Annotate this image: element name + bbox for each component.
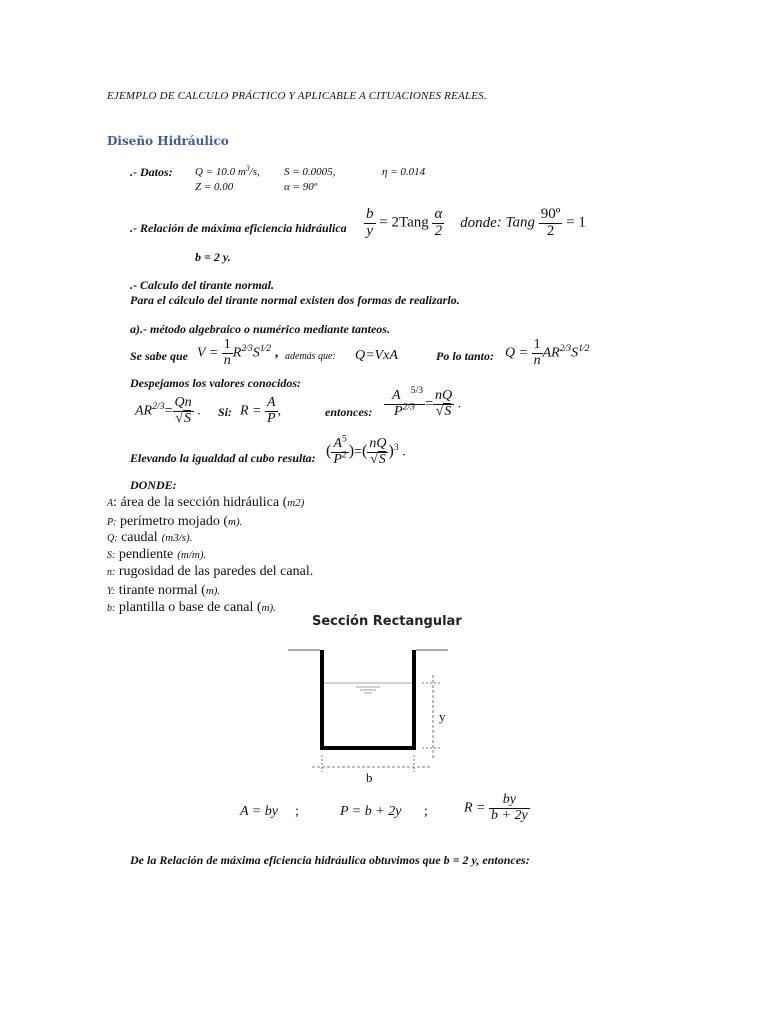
sqrt: √S <box>175 410 191 426</box>
exponent: 5 <box>341 433 347 445</box>
po-lo-tanto-label: Po lo tanto: <box>436 349 495 363</box>
exponent-half: 1⁄2 <box>259 342 272 354</box>
r-lhs: R = <box>464 800 486 816</box>
fraction-numerator: Qn <box>174 395 192 410</box>
entonces-label: entonces: <box>325 405 373 419</box>
s-symbol: S <box>252 345 260 361</box>
fraction-denominator: 2 <box>432 223 444 240</box>
fraction-denominator: b + 2y <box>491 807 528 823</box>
metodo-label: a).- método algebraico o numérico mediante tanteos. <box>130 322 390 336</box>
donde-tang: : Tang <box>496 214 535 231</box>
hydraulic-radius-formula <box>464 793 530 823</box>
si-label: Si: <box>218 405 233 419</box>
fraction-denominator <box>384 401 425 420</box>
one-over-n-fraction <box>222 338 233 368</box>
equals-sign: = <box>425 396 433 412</box>
fraction-numerator: nQ <box>435 388 453 403</box>
definition-item <box>107 547 206 563</box>
example-title: EJEMPLO DE CALCULO PRÁCTICO Y APLICABLE A CITUACIONES REALES. <box>107 90 487 102</box>
datos-s: S = 0.0005, <box>284 166 336 178</box>
a-over-p23-fraction <box>384 385 425 419</box>
equals-sign: = <box>354 444 363 460</box>
fraction-denominator <box>331 449 348 468</box>
definition-unit: m2) <box>287 497 305 509</box>
relacion-equation <box>364 207 586 240</box>
manning-equation <box>197 338 278 368</box>
datos-q-unit: /s, <box>249 166 260 178</box>
by-over-b-plus-2y-fraction <box>489 793 530 823</box>
relacion-label: .- Relación de máxima eficiencia hidráulica <box>130 221 347 235</box>
definitions-title: DONDE: <box>130 478 177 492</box>
definition-unit: m). <box>228 516 243 528</box>
donde-text: donde <box>460 214 497 231</box>
definition-symbol: P: <box>107 517 117 528</box>
r-lhs: R = <box>240 403 262 419</box>
p-symbol: P <box>394 403 403 419</box>
definition-unit: m). <box>205 585 221 597</box>
equals-sign: = <box>164 403 173 419</box>
definition-unit: (m/m). <box>177 549 207 561</box>
ar-symbol: AR <box>135 403 153 419</box>
definition-item <box>107 530 192 546</box>
exponent: 5/3 <box>410 385 424 397</box>
v-lhs: V = <box>197 345 219 361</box>
perimeter-formula: P = b + 2y <box>340 804 402 819</box>
fraction-numerator: α <box>434 206 443 222</box>
fraction-denominator: 2 <box>539 223 563 240</box>
definition-text: : área de la sección hidráulica ( <box>113 495 288 510</box>
ademas-label: además que: <box>285 351 336 362</box>
fraction-denominator: y <box>364 223 376 240</box>
nq-over-sqrt-s-fraction <box>433 389 454 419</box>
fraction-denominator <box>433 404 454 420</box>
datos-q-exponent: 3 <box>245 163 250 173</box>
datos-alpha: α = 90º <box>284 181 318 193</box>
b-over-y-fraction <box>364 207 376 240</box>
exponent-half: 1⁄2 <box>578 342 590 354</box>
definition-item <box>107 600 276 616</box>
fraction-numerator: A <box>333 436 342 451</box>
equation-middle: = 2Tang <box>379 214 429 231</box>
fraction-numerator: 1 <box>223 337 231 352</box>
nq-over-sqrt-s-fraction <box>367 437 388 467</box>
fraction-denominator: P <box>267 410 276 426</box>
exponent: 2 <box>341 449 347 461</box>
sqrt-argument: S <box>444 403 452 419</box>
datos-label: .- Datos: <box>130 165 173 179</box>
ar-equation: $AR^{2/3}=$ $\frac{Qn}{√S}$ . <box>135 395 201 426</box>
equation-end: = 1 <box>566 214 586 231</box>
exponent-two-thirds: 2⁄3 <box>559 342 572 354</box>
cubed-equation: ( $\frac{A^5}{P^2}$ )=( $\frac{nQ}{√S}$ )$^3$ . <box>326 433 406 467</box>
definition-symbol: b: <box>107 603 116 614</box>
definition-text: rugosidad de las paredes del canal. <box>115 564 314 579</box>
alpha-over-two-fraction <box>432 207 444 240</box>
formula-separator: ; <box>295 804 299 819</box>
se-sabe-label: Se sabe que <box>130 349 188 363</box>
fraction-numerator: A <box>392 388 401 403</box>
fraction-numerator: A <box>267 395 276 410</box>
fraction-numerator: 1 <box>533 337 541 352</box>
a-over-p-fraction <box>265 396 278 426</box>
definition-symbol: S: <box>107 550 116 561</box>
definition-item <box>107 564 317 580</box>
one-over-n-fraction <box>532 338 543 368</box>
q-equals-vxa: Q=VxA <box>355 348 398 363</box>
despejamos-label: Despejamos los valores conocidos: <box>130 376 301 390</box>
datos-q-value: Q = 10.0 m <box>195 166 246 178</box>
definition-item <box>107 583 220 599</box>
definition-unit: m). <box>261 602 276 614</box>
area-formula: A = by <box>240 804 278 819</box>
definition-unit: (m3/s). <box>161 532 193 544</box>
fraction-denominator <box>367 452 388 468</box>
q-manning-equation <box>505 338 590 368</box>
fraction-numerator: 90º <box>540 206 561 222</box>
ninety-over-two-fraction <box>539 207 563 240</box>
fraction-numerator: nQ <box>369 436 387 451</box>
fraction-numerator: b <box>366 206 374 222</box>
a53-equation: $\frac{A ^{5/3}}{P^{2/3}}$ = $\frac{nQ}{√S}$ . <box>384 389 461 419</box>
definition-text: tirante normal ( <box>115 583 206 598</box>
diagram-title: Sección Rectangular <box>312 614 462 629</box>
definition-text: caudal <box>117 530 158 545</box>
qn-over-sqrt-s-fraction <box>173 396 194 426</box>
calculo-title: .- Calculo del tirante normal. <box>130 278 275 292</box>
definition-text: plantilla o base de canal ( <box>115 600 262 615</box>
definition-symbol: A <box>107 498 114 509</box>
definition-text: perímetro mojado ( <box>116 514 229 529</box>
sqrt: √S <box>370 451 386 467</box>
sqrt: √S <box>435 403 452 419</box>
exponent: 2/3 <box>152 400 165 412</box>
fraction-denominator: n <box>533 352 541 368</box>
exponent-two-thirds: 2⁄3 <box>241 342 253 354</box>
datos-eta: η = 0.014 <box>382 166 426 178</box>
r-symbol: R <box>232 345 242 361</box>
q-lhs: Q = <box>505 345 529 361</box>
fraction-numerator: by <box>502 792 516 807</box>
exponent: 2/3 <box>402 401 416 413</box>
sqrt-argument: S <box>378 451 386 467</box>
sqrt-argument: S <box>183 410 191 426</box>
r-equation: R = $\frac{A}{P}$ , <box>240 395 282 426</box>
definition-text: pendiente <box>115 547 174 562</box>
definition-symbol: n: <box>107 567 116 578</box>
fraction-denominator: n <box>223 352 231 368</box>
diagram-label-b: b <box>366 770 373 785</box>
formula-separator: ; <box>424 804 428 819</box>
datos-q <box>195 163 260 178</box>
rectangular-channel-diagram <box>280 640 450 790</box>
p-symbol: P <box>333 451 342 467</box>
relacion-result: b = 2 y. <box>195 250 231 264</box>
calculo-subtitle: Para el cálculo del tirante normal existen dos formas de realizarlo. <box>130 293 460 307</box>
channel-walls <box>322 650 414 748</box>
definition-symbol: Y: <box>107 586 116 597</box>
exponent: 3 <box>393 441 399 453</box>
fraction-denominator <box>173 411 194 427</box>
a5-over-p2-fraction <box>331 433 348 467</box>
conclusion-text: De la Relación de máxima eficiencia hidráulica obtuvimos que b = 2 y, entonces: <box>130 853 530 867</box>
definition-symbol: Q: <box>107 533 118 544</box>
diagram-label-y: y <box>439 709 446 724</box>
s-symbol: S <box>571 345 579 361</box>
section-heading: Diseño Hidráulico <box>107 134 229 148</box>
definition-item <box>107 514 242 530</box>
datos-z: Z = 0.00 <box>195 181 234 193</box>
comma: , <box>274 345 279 361</box>
ar-symbol: AR <box>542 345 560 361</box>
elevando-label: Elevando la igualdad al cubo resulta: <box>130 451 316 465</box>
definition-item <box>107 495 304 511</box>
